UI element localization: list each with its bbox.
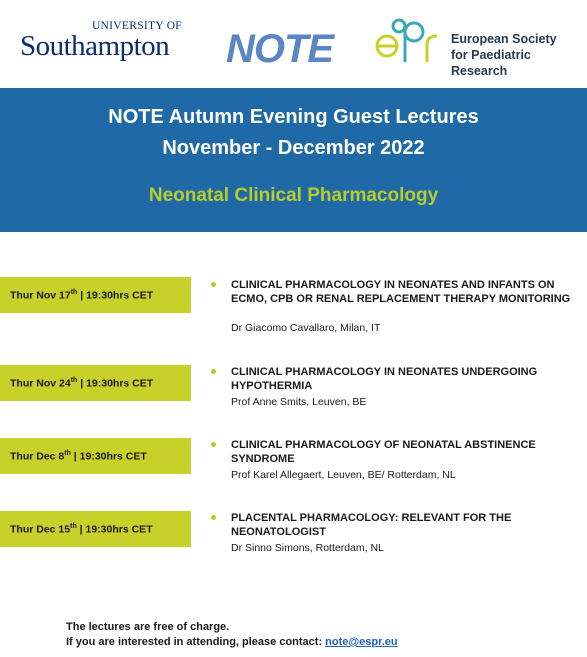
southampton-logo-top: UNIVERSITY OF: [91, 20, 182, 32]
lecture-date-box: [0, 511, 191, 547]
lecture-date-box: [0, 365, 191, 401]
lecture-date-box: [0, 438, 191, 474]
bullet-icon: [211, 282, 216, 287]
page-title-line2: November - December 2022: [162, 137, 425, 159]
page-subtitle: Neonatal Clinical Pharmacology: [148, 185, 439, 206]
footer-free-text: The lectures are free of charge.: [66, 621, 230, 633]
lecture-speaker: Prof Karel Allegaert, Leuven, BE/ Rotterdam, NL: [231, 469, 456, 481]
lecture-speaker: Dr Giacomo Cavallaro, Milan, IT: [231, 322, 381, 334]
bullet-icon: [211, 442, 216, 447]
lecture-speaker: Dr Sinno Simons, Rotterdam, NL: [231, 542, 384, 554]
footer-note: [66, 620, 398, 650]
footer-contact-line: [66, 635, 398, 650]
lecture-date: Thur Nov 24th | 19:30hrs CET: [10, 377, 154, 390]
espr-logo-line1: European Society: [451, 32, 557, 46]
espr-mark-icon: [373, 18, 443, 64]
footer-contact-text: If you are interested in attending, please contact:: [66, 636, 326, 648]
bullet-icon: [211, 369, 216, 374]
espr-logo: [373, 18, 583, 78]
logo-header: [0, 0, 587, 88]
espr-logo-text: [451, 31, 583, 79]
southampton-logo: [20, 20, 188, 70]
title-band: [0, 88, 587, 232]
lecture-title: CLINICAL PHARMACOLOGY IN NEONATES UNDERGOING HYPOTHERMIA: [231, 366, 538, 392]
lecture-date: Thur Dec 8th | 19:30hrs CET: [10, 450, 147, 463]
espr-logo-line2: for Paediatric Research: [451, 48, 531, 78]
note-logo: [224, 26, 342, 68]
lecture-speaker: Prof Anne Smits, Leuven, BE: [231, 396, 367, 408]
lecture-date: Thur Dec 15th | 19:30hrs CET: [10, 523, 153, 536]
contact-email-link[interactable]: note@espr.eu: [325, 636, 398, 648]
lecture-title: PLACENTAL PHARMACOLOGY: RELEVANT FOR THE NEONATOLOGIST: [231, 512, 512, 538]
lecture-title: CLINICAL PHARMACOLOGY IN NEONATES AND INFANTS ON ECMO, CPB OR RENAL REPLACEMENT THERAPY MONITORING: [231, 279, 571, 305]
southampton-logo-name: Southampton: [20, 30, 170, 62]
lecture-title: CLINICAL PHARMACOLOGY OF NEONATAL ABSTINENCE SYNDROME: [231, 439, 536, 465]
page-title-line1: NOTE Autumn Evening Guest Lectures: [108, 106, 479, 128]
lecture-date-box: [0, 277, 191, 313]
lecture-date: Thur Nov 17th | 19:30hrs CET: [10, 289, 154, 302]
bullet-icon: [211, 515, 216, 520]
note-logo-text: NOTE: [226, 27, 334, 68]
